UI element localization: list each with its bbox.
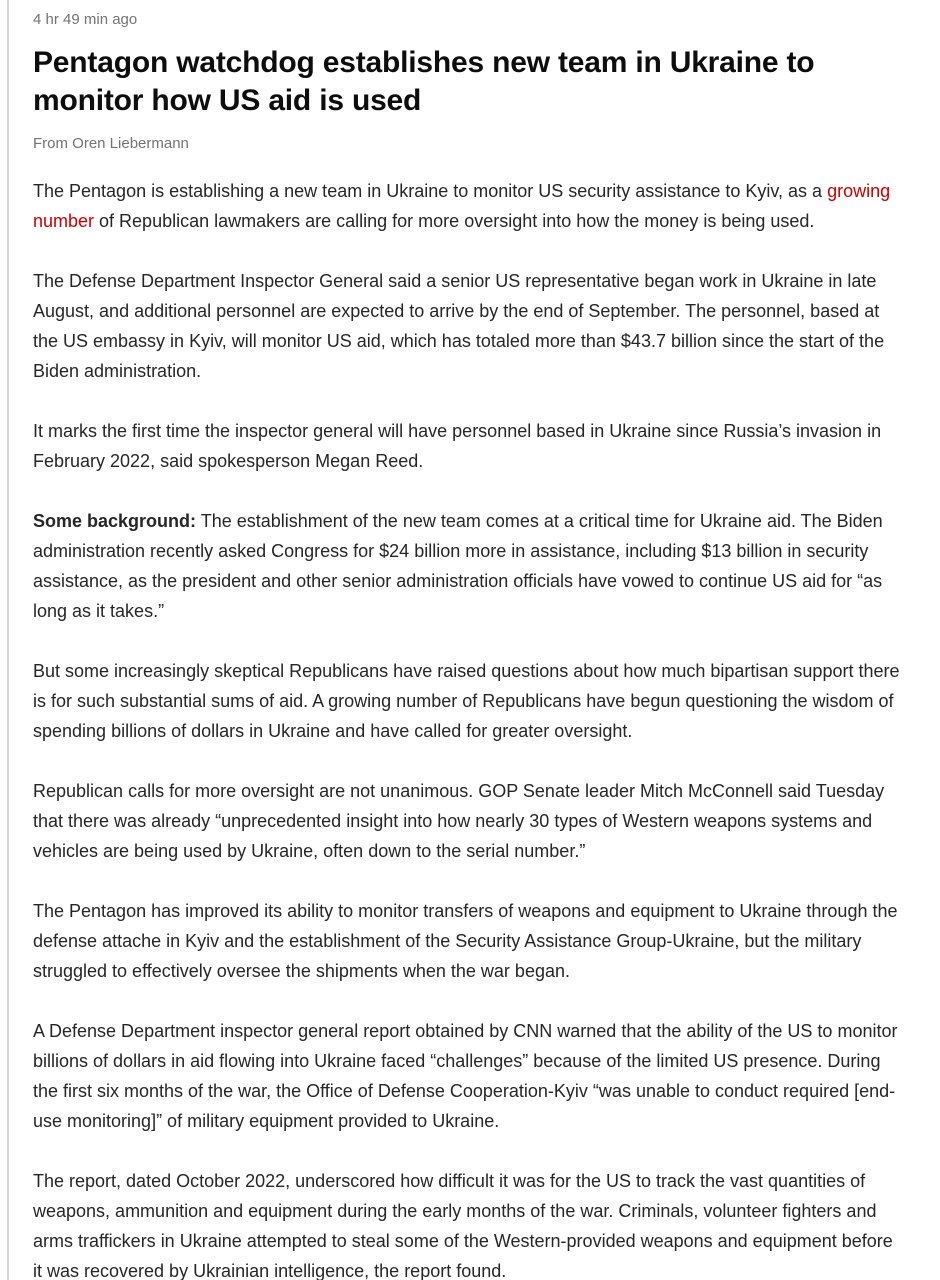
article-paragraph — [33, 1166, 906, 1280]
article-paragraph — [33, 416, 906, 476]
paragraph-text: It marks the first time the inspector general will have personnel based in Ukraine since Russia’s invasion in February 2022, said spokesperson Megan Reed. — [33, 421, 882, 471]
post-timestamp: 4 hr 49 min ago — [33, 11, 138, 28]
article-body — [33, 176, 906, 1280]
paragraph-text: The Pentagon is establishing a new team in Ukraine to monitor US security assistance to Kyiv, as a — [33, 181, 828, 201]
article-paragraph — [33, 776, 906, 866]
paragraph-text: The Defense Department Inspector General said a senior US representative began work in Ukraine in late August, and additional personnel are expected to arrive by the end of September. The personnel, based at the US embassy in Kyiv, will monitor US aid, which has totaled more than $43.7 billion since the start of the Biden administration. — [33, 271, 885, 381]
paragraph-text: of Republican lawmakers are calling for more oversight into how the money is being used. — [94, 211, 815, 231]
paragraph-text: The establishment of the new team comes at a critical time for Ukraine aid. The Biden administration recently asked Congress for $24 billion more in assistance, including $13 billion in security assistance, as the president and other senior administration officials have vowed to continue US aid for “as long as it takes.” — [33, 511, 883, 621]
paragraph-text: Republican calls for more oversight are not unanimous. GOP Senate leader Mitch McConnell said Tuesday that there was already “unprecedented insight into how nearly 30 types of Western weapons systems and vehicles are being used by Ukraine, often down to the serial number.” — [33, 781, 885, 861]
article-paragraph — [33, 896, 906, 986]
paragraph-text: A Defense Department inspector general report obtained by CNN warned that the ability of the US to monitor billions of dollars in aid flowing into Ukraine faced “challenges” because of the limited US presence. During the first six months of the war, the Office of Defense Cooperation-Kyiv “was unable to conduct required [end-use monitoring]” of military equipment provided to Ukraine. — [33, 1021, 898, 1131]
paragraph-text: The report, dated October 2022, underscored how difficult it was for the US to track the vast quantities of weapons, ammunition and equipment during the early months of the war. Criminals, volunteer fighters and arms traffickers in Ukraine attempted to steal some of the Western-provided weapons and equipment before it was recovered by Ukrainian intelligence, the report found. — [33, 1171, 893, 1280]
article-paragraph — [33, 506, 906, 626]
article-paragraph — [33, 176, 906, 236]
post-byline: From Oren Liebermann — [33, 135, 189, 152]
article-paragraph — [33, 1016, 906, 1136]
inline-link[interactable]: growing number — [33, 181, 891, 231]
article-paragraph — [33, 266, 906, 386]
post-headline: Pentagon watchdog establishes new team in Ukraine to monitor how US aid is used — [33, 46, 815, 117]
paragraph-text: The Pentagon has improved its ability to monitor transfers of weapons and equipment to Ukraine through the defense attache in Kyiv and the establishment of the Security Assistance Group-Ukraine, but the military struggled to effectively oversee the shipments when the war began. — [33, 901, 898, 981]
paragraph-text: But some increasingly skeptical Republicans have raised questions about how much bipartisan support there is for such substantial sums of aid. A growing number of Republicans have begun questioning the wisdom of spending billions of dollars in Ukraine and have called for greater oversight. — [33, 661, 900, 741]
paragraph-lead-bold: Some background: — [33, 511, 197, 531]
article-paragraph — [33, 656, 906, 746]
